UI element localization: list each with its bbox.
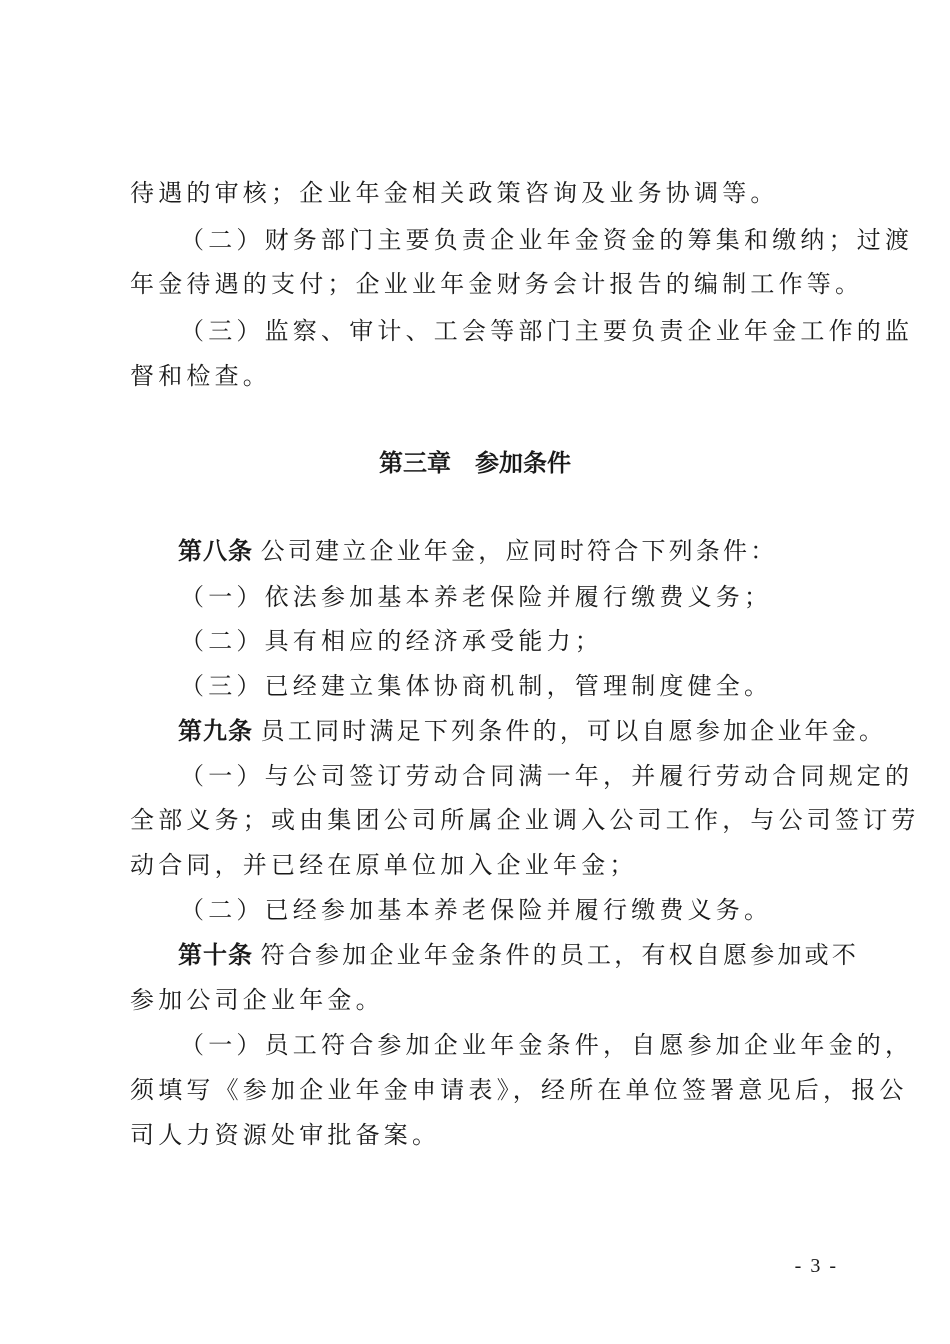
text-line: （二）财务部门主要负责企业年金资金的筹集和缴纳；过渡 [180,226,914,254]
list-item: （一）与公司签订劳动合同满一年，并履行劳动合同规定的 [180,762,914,790]
text-line: 司人力资源处审批备案。 [130,1121,441,1149]
article-10 [178,940,860,970]
page-number: - 3 - [794,1255,838,1277]
article-text: 符合参加企业年金条件的员工，有权自愿参加或不 [260,941,860,969]
list-item: （二）已经参加基本养老保险并履行缴费义务。 [180,896,773,924]
text-line: （三）监察、审计、工会等部门主要负责企业年金工作的监 [180,317,914,345]
list-item: （一）员工符合参加企业年金条件，自愿参加企业年金的， [180,1031,914,1059]
text-line: 动合同，并已经在原单位加入企业年金； [130,851,638,879]
list-item: （一）依法参加基本养老保险并履行缴费义务； [180,583,773,611]
chapter-title: 第三章 参加条件 [379,448,571,477]
article-label: 第八条 [178,537,253,565]
article-label: 第九条 [178,717,253,745]
article-9 [178,716,887,746]
article-text: 公司建立企业年金，应同时符合下列条件： [260,537,778,565]
article-text: 员工同时满足下列条件的，可以自愿参加企业年金。 [260,717,887,745]
text-line: 全部义务；或由集团公司所属企业调入公司工作，与公司签订劳 [130,806,920,834]
article-8 [178,536,838,566]
text-line: 督和检查。 [130,362,271,390]
list-item: （三）已经建立集体协商机制，管理制度健全。 [180,672,773,700]
text-line: 须填写《参加企业年金申请表》，经所在单位签署意见后，报公 [130,1076,908,1104]
text-line: 待遇的审核；企业年金相关政策咨询及业务协调等。 [130,179,779,207]
text-line: 参加公司企业年金。 [130,986,384,1014]
list-item: （二）具有相应的经济承受能力； [180,627,603,655]
article-label: 第十条 [178,941,253,969]
text-line: 年金待遇的支付；企业业年金财务会计报告的编制工作等。 [130,270,864,298]
